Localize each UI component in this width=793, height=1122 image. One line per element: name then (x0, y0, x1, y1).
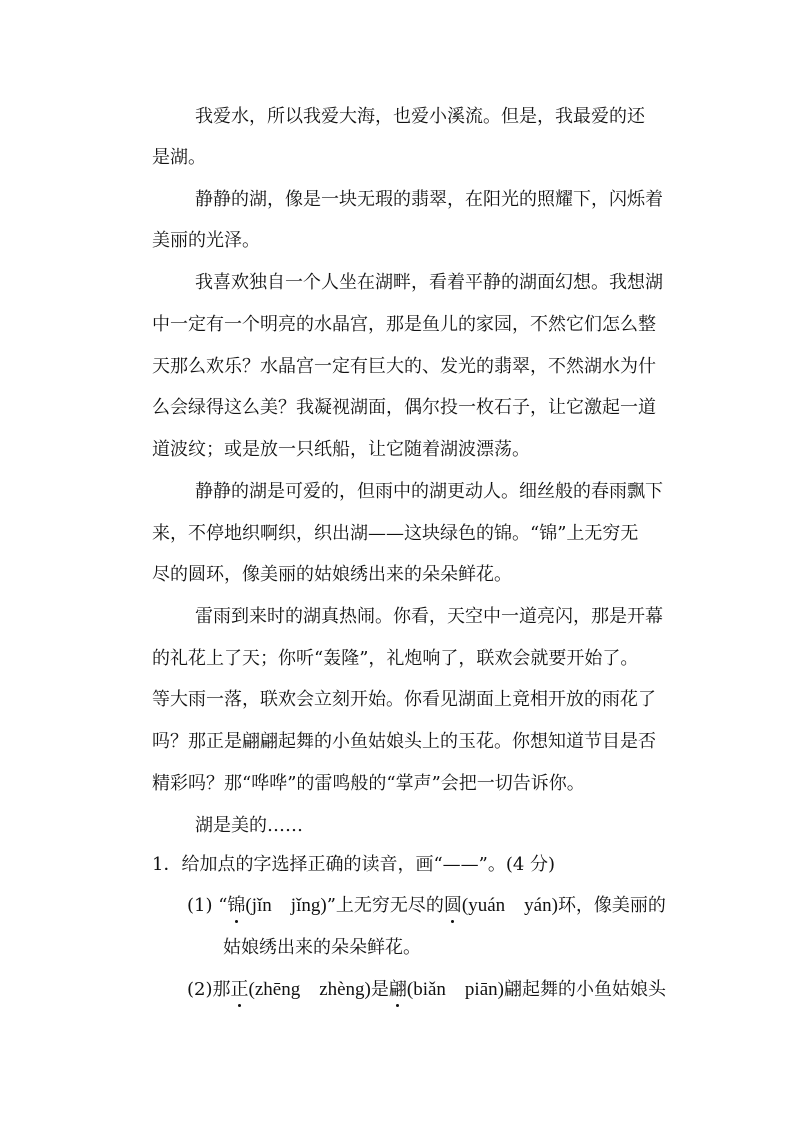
passage-line: 是湖。 (152, 147, 206, 168)
question-item-2 (187, 978, 666, 1002)
text: 环，像美丽的 (557, 895, 666, 916)
passage-line: 来，不停地织啊织，织出湖——这块绿色的锦。“锦”上无穷无 (152, 523, 639, 544)
dotted-char: 正 (230, 979, 249, 1000)
passage-line: 道波纹；或是放一只纸船，让它随着湖波漂荡。 (152, 439, 530, 460)
passage-line: 么会绿得这么美？我凝视湖面，偶尔投一枚石子，让它激起一道 (152, 397, 656, 418)
passage-line: 我喜欢独自一个人坐在湖畔，看着平静的湖面幻想。我想湖 (195, 272, 663, 293)
passage-line: 湖是美的…… (195, 815, 303, 836)
passage-line: 美丽的光泽。 (152, 230, 260, 251)
passage-line: 中一定有一个明亮的水晶宫，那是鱼儿的家园，不然它们怎么整 (152, 314, 656, 335)
pinyin-options: (biǎn piān) (406, 979, 504, 1000)
passage-line: 的礼花上了天；你听“轰隆”，礼炮响了，联欢会就要开始了。 (152, 648, 639, 669)
passage-line: 静静的湖，像是一块无瑕的翡翠，在阳光的照耀下，闪烁着 (195, 189, 663, 210)
pinyin-options: (jǐn jǐng) (245, 895, 327, 916)
passage-line: 精彩吗？那“哗哗”的雷鸣般的“掌声”会把一切告诉你。 (152, 773, 585, 794)
text: 翩起舞的小鱼姑娘头 (503, 979, 666, 1000)
pinyin-options: (yuán yán) (461, 895, 558, 916)
question-item-1 (187, 894, 666, 918)
text: (1) “ (187, 895, 228, 916)
text: (2)那 (187, 979, 231, 1000)
passage-line: 吗？那正是翩翩起舞的小鱼姑娘头上的玉花。你想知道节目是否 (152, 731, 656, 752)
passage-line: 雷雨到来时的湖真热闹。你看，天空中一道亮闪，那是开幕 (195, 606, 663, 627)
dotted-char: 圆 (443, 895, 462, 916)
text: ”上无穷无尽的 (326, 895, 444, 916)
passage-line: 我爱水，所以我爱大海，也爱小溪流。但是，我最爱的还 (195, 106, 645, 127)
dotted-char: 锦 (227, 895, 246, 916)
passage-line: 尽的圆环，像美丽的姑娘绣出来的朵朵鲜花。 (152, 564, 512, 585)
pinyin-options: (zhēng zhèng) (248, 979, 371, 1000)
dotted-char: 翩 (388, 979, 407, 1000)
passage-line: 等大雨一落，联欢会立刻开始。你看见湖面上竟相开放的雨花了 (152, 689, 656, 710)
question-item-1-cont: 姑娘绣出来的朵朵鲜花。 (223, 937, 421, 958)
question-title: 1．给加点的字选择正确的读音，画“——”。(4 分) (152, 854, 556, 875)
passage-line: 天那么欢乐？水晶宫一定有巨大的、发光的翡翠，不然湖水为什 (152, 356, 656, 377)
passage-line: 静静的湖是可爱的，但雨中的湖更动人。细丝般的春雨飘下 (195, 481, 663, 502)
text: 是 (370, 979, 389, 1000)
